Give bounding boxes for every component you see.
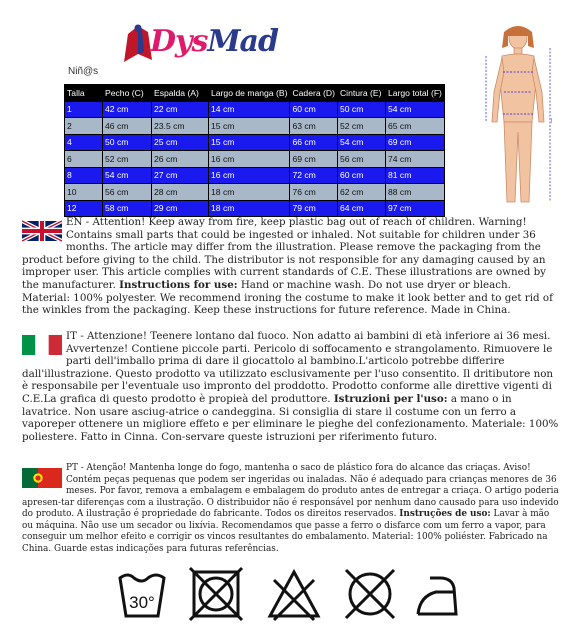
table-cell: 74 cm — [385, 151, 444, 168]
table-cell: 69 cm — [290, 151, 338, 168]
brand-name: DysMad — [150, 24, 278, 59]
table-cell: 16 cm — [209, 167, 290, 184]
table-cell: 15 cm — [209, 118, 290, 135]
no-bleach-icon — [270, 572, 318, 620]
table-cell: 52 cm — [337, 118, 385, 135]
table-cell: 23.5 cm — [152, 118, 209, 135]
table-header: Espalda (A) — [152, 85, 209, 102]
warning-en-instructions-label: Instructions for use: — [119, 278, 238, 291]
table-header: Cintura (E) — [337, 85, 385, 102]
no-dry-clean-icon — [346, 570, 394, 618]
table-row — [65, 184, 445, 201]
table-cell: 50 cm — [337, 101, 385, 118]
table-row — [65, 118, 445, 135]
warning-it-instructions: a mano o in lavatrice. Non usare asciug-atrice o candeggina. Si consiglia di stare il costume con un ferro a vaporeper ottenere un migliore effeto e per eliminare le pieghe del confezionamento. Materiale: 100% poliestere. Fatto in Cinna. Con-servare queste istruzioni per riferimento futuro. — [22, 392, 559, 443]
table-cell: 26 cm — [152, 151, 209, 168]
table-row — [65, 134, 445, 151]
table-header-row — [65, 85, 445, 102]
table-header: Cadera (D) — [290, 85, 338, 102]
table-cell: 6 — [65, 151, 103, 168]
uk-flag-icon — [22, 218, 62, 244]
warning-en-text: EN - Attention! Keep away from fire, keep plastic bag out of reach of children. Warning! Contains small parts that could be ingested or inhaled. Not suitable for children under 36 months. The article may differ from the illustration. Please remove the packaging from the product before giving to the child. The distributor is not responsible for any damaging caused by an improper user. This article complies with current standards of C.E. These illustrations are owned by the manufacturer. — [22, 216, 546, 291]
body-measurement-figure — [468, 22, 568, 212]
table-cell: 52 cm — [103, 151, 152, 168]
table-cell: 14 cm — [209, 101, 290, 118]
table-cell: 62 cm — [337, 184, 385, 201]
svg-text:30°: 30° — [129, 593, 155, 612]
table-cell: 1 — [65, 101, 103, 118]
table-cell: 54 cm — [337, 134, 385, 151]
table-cell: 15 cm — [209, 134, 290, 151]
svg-text:|: | — [551, 118, 553, 124]
table-cell: 12 — [65, 200, 103, 217]
table-header: Talla — [65, 85, 103, 102]
warning-pt-instructions: Lavar à mão ou máquina. Não use um secador ou lixívia. Recomendamos que passe a ferro o disfarce com um ferro a vapor, para conseguir um melhor efeito e corrigir os vincos resultantes do embalamento. Material: 100% poliéster. Fabricado na China. Guarde estas indicações para futuras referências. — [22, 509, 550, 554]
table-cell: 50 cm — [103, 134, 152, 151]
table-cell: 4 — [65, 134, 103, 151]
table-cell: 72 cm — [290, 167, 338, 184]
table-cell: 69 cm — [385, 134, 444, 151]
italy-flag-icon — [22, 332, 62, 358]
table-cell: 46 cm — [103, 118, 152, 135]
table-cell: 18 cm — [209, 184, 290, 201]
table-cell: 65 cm — [385, 118, 444, 135]
warning-it — [22, 330, 562, 443]
warning-pt-text: PT - Atenção! Mantenha longe do fogo, mantenha o saco de plástico fora do alcance das criaças. Aviso! Contém peças pequenas que podem ser ingeridas ou inaladas. Não é adequado para crianças menores de 36 meses. Por favor, remova a embalagem e embalagem do produto antes de entregar a criaça. O artigo poderia apresen-tar diferenças com a ilustração. O distribuidor não é responsável por nenhum dano causado para uso indevido do produto. A ilustração é propriedade do fabricante. Todos os direitos reservados. — [22, 463, 559, 519]
table-cell: 27 cm — [152, 167, 209, 184]
table-cell: 79 cm — [290, 200, 338, 217]
warning-pt — [22, 463, 562, 555]
portugal-flag-icon — [22, 465, 62, 491]
table-cell: 81 cm — [385, 167, 444, 184]
table-cell: 18 cm — [209, 200, 290, 217]
table-cell: 2 — [65, 118, 103, 135]
care-symbols — [118, 566, 458, 622]
table-cell: 76 cm — [290, 184, 338, 201]
table-cell: 42 cm — [103, 101, 152, 118]
table-cell: 60 cm — [337, 167, 385, 184]
iron-icon — [418, 578, 456, 614]
table-cell: 54 cm — [103, 167, 152, 184]
table-header: Pecho (C) — [103, 85, 152, 102]
table-cell: 63 cm — [290, 118, 338, 135]
size-table — [64, 84, 445, 217]
warning-it-text: IT - Attenzione! Teenere lontano dal fuoco. Non adatto ai bambini di età inferiore ai 36 mesi. Avvertenze! Contiene piccole parti. Pericolo di soffocamento e strangolamento. Rimuovere le parti dell'imballo prima di dare il giocattolo al bambino.L'articolo potrebbe differire dall'illustrazione. Questo prodotto va utilizzato esclusivamente per l'uso consentito. Il dritibutore non è responsabile per l'eventuale uso impronto del proddotto. Prodotto conforme alle direttive vigenti di C.E.La grafica di questo prodotto è propieà del produttore. — [22, 330, 554, 405]
table-row — [65, 151, 445, 168]
warning-en-instructions: Hand or machine wash. Do not use dryer or bleach. Material: 100% polyester. We recommend ironing the costume to make it look better and to get rid of the winkles from the packaging. Keep these instructions for future reference. Made in China. — [22, 278, 553, 317]
table-header: Largo total (F) — [385, 85, 444, 102]
table-cell: 28 cm — [152, 184, 209, 201]
table-cell: 10 — [65, 184, 103, 201]
table-cell: 8 — [65, 167, 103, 184]
table-row — [65, 101, 445, 118]
table-row — [65, 167, 445, 184]
warning-it-instructions-label: Istruzioni per l'uso: — [333, 392, 448, 405]
table-header: Largo de manga (B) — [209, 85, 290, 102]
table-cell: 66 cm — [290, 134, 338, 151]
warning-pt-instructions-label: Instruções de uso: — [399, 509, 491, 519]
wash-30-icon — [120, 575, 164, 616]
warning-en — [22, 216, 562, 317]
table-cell: 97 cm — [385, 200, 444, 217]
table-cell: 58 cm — [103, 200, 152, 217]
table-cell: 56 cm — [337, 151, 385, 168]
table-row — [65, 200, 445, 217]
table-cell: 25 cm — [152, 134, 209, 151]
brand-logo — [118, 22, 278, 66]
table-cell: 22 cm — [152, 101, 209, 118]
table-cell: 88 cm — [385, 184, 444, 201]
no-tumble-dry-icon — [190, 568, 242, 620]
table-cell: 54 cm — [385, 101, 444, 118]
table-cell: 60 cm — [290, 101, 338, 118]
subtitle: Niñ@s — [68, 66, 99, 77]
table-cell: 64 cm — [337, 200, 385, 217]
table-cell: 29 cm — [152, 200, 209, 217]
table-cell: 56 cm — [103, 184, 152, 201]
table-cell: 16 cm — [209, 151, 290, 168]
